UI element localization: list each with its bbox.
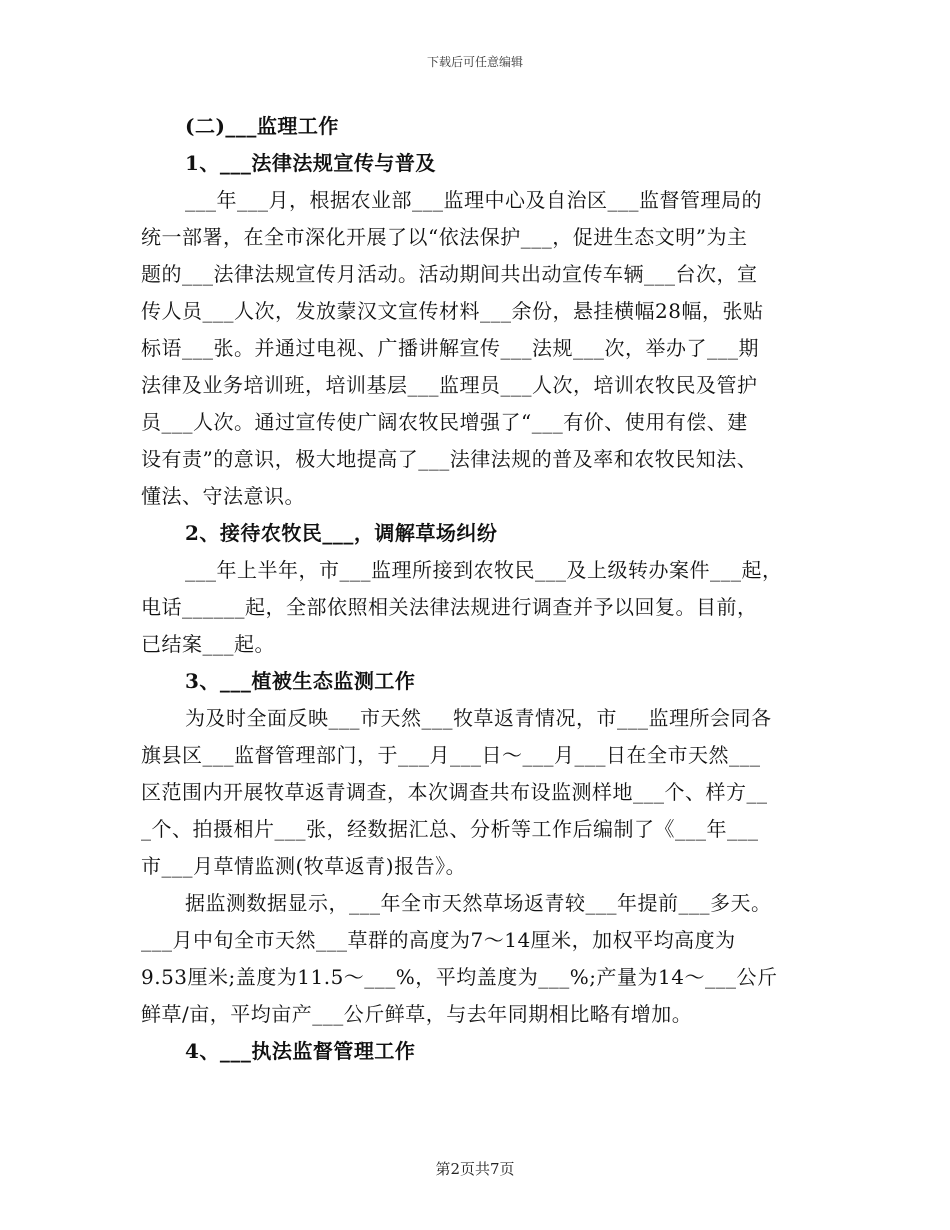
item3-p1-line-2: 旗县区___监督管理部门，于___月___日～___月___日在全市天然___	[141, 743, 761, 767]
item2-line-1: ___年上半年，市___监理所接到农牧民___及上级转办案件___起，	[185, 558, 783, 582]
page-header: 下载后可任意编辑	[426, 55, 523, 69]
item1-line-9: 懂法、守法意识。	[141, 484, 305, 508]
document-body	[141, 112, 807, 1074]
page-footer: 第2页共7页	[435, 1160, 515, 1178]
item1-line-4: 传人员___人次，发放蒙汉文宣传材料___余份，悬挂横幅28幅，张贴	[141, 299, 764, 323]
item2-title: 2、接待农牧民___，调解草场纠纷	[185, 521, 498, 545]
item4-title: 4、___执法监督管理工作	[185, 1039, 416, 1063]
item3-p1-line-3: 区范围内开展牧草返青调查，本次调查共布设监测样地___个、样方__	[141, 780, 768, 804]
item3-p2-line-4: 鲜草/亩，平均亩产___公斤鲜草，与去年同期相比略有增加。	[141, 1002, 693, 1026]
item3-p1-line-4: _个、拍摄相片___张，经数据汇总、分析等工作后编制了《___年___	[141, 817, 759, 841]
item2-line-2: 电话______起，全部依照相关法律法规进行调查并予以回复。目前，	[141, 595, 758, 619]
item3-title: 3、___植被生态监测工作	[185, 669, 416, 693]
item1-line-2: 统一部署，在全市深化开展了以“依法保护___，促进生态文明”为主	[141, 225, 748, 249]
item3-p1-line-5: 市___月草情监测(牧草返青)报告》。	[141, 854, 467, 878]
item3-p2-line-3: 9.53厘米;盖度为11.5～___%，平均盖度为___%;产量为14～___公斤	[141, 965, 778, 989]
item1-title: 1、___法律法规宣传与普及	[185, 151, 436, 175]
item1-line-7: 员___人次。通过宣传使广阔农牧民增强了“___有价、使用有偿、建	[141, 410, 748, 434]
item2-line-3: 已结案___起。	[141, 632, 275, 656]
item3-p1-line-1: 为及时全面反映___市天然___牧草返青情况，市___监理所会同各	[185, 706, 772, 730]
item1-line-3: 题的___法律法规宣传月活动。活动期间共出动宣传车辆___台次，宣	[141, 262, 758, 286]
section-title: (二)___监理工作	[185, 114, 339, 138]
item1-line-6: 法律及业务培训班，培训基层___监理员___人次，培训农牧民及管护	[141, 373, 758, 397]
item1-line-8: 设有责”的意识，极大地提高了___法律法规的普及率和农牧民知法、	[141, 447, 758, 471]
item3-p2-line-1: 据监测数据显示，___年全市天然草场返青较___年提前___多天。	[185, 891, 772, 915]
item3-p2-line-2: ___月中旬全市天然___草群的高度为7～14厘米，加权平均高度为	[141, 928, 736, 952]
item1-line-5: 标语___张。并通过电视、广播讲解宣传___法规___次，举办了___期	[141, 336, 759, 360]
item1-line-1: ___年___月，根据农业部___监理中心及自治区___监督管理局的	[185, 188, 762, 212]
